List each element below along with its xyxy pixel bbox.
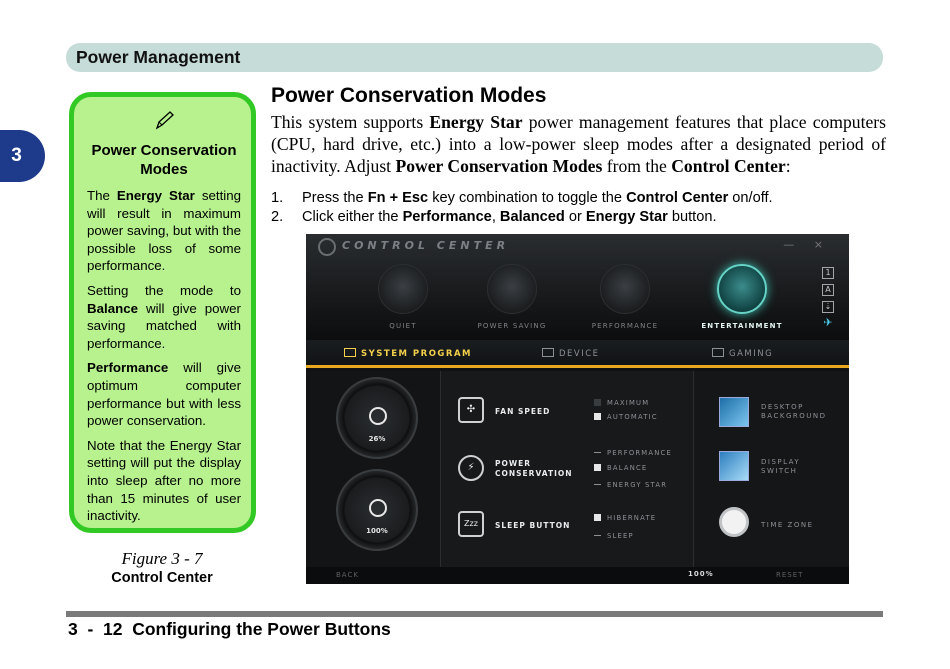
tab-system-program[interactable]: SYSTEM PROGRAM [344, 348, 472, 359]
desktop-background-icon[interactable] [719, 397, 749, 427]
power-conservation-label: POWER CONSERVATION [495, 459, 573, 478]
display-switch-icon[interactable] [719, 451, 749, 481]
control-center-screenshot [306, 234, 849, 584]
speedometer-icon [600, 264, 650, 314]
plug-icon [542, 348, 554, 357]
figure-title: Control Center [111, 570, 213, 586]
note-paragraph-energy-star: The Energy Star setting will result in maximum power saving, but with the possible loss of some performance. [87, 188, 242, 274]
pencil-icon [151, 109, 177, 133]
chapter-number: 3 [11, 145, 22, 166]
step-item: 2. Click either the Performance, Balanced or Energy Star button. [271, 209, 717, 225]
brightness-icon [369, 407, 387, 425]
power-icon[interactable]: ⚡ [458, 455, 484, 481]
back-button[interactable]: BACK [336, 571, 359, 579]
note-paragraph-sleep: Note that the Energy Star setting will put the display into sleep after no more than 15 minutes of user inactivity. [87, 437, 241, 524]
control-center-title: CONTROL CENTER [342, 239, 510, 252]
volume-gauge[interactable]: 100% [336, 469, 418, 551]
page-title: Power Conservation Modes [271, 84, 547, 107]
scroll-lock-icon[interactable]: ⇣ [822, 301, 834, 313]
desktop-background-label: DESKTOP BACKGROUND [761, 403, 827, 420]
airplane-icon[interactable]: ✈ [823, 316, 833, 329]
chapter-tab [0, 130, 45, 182]
note-paragraph-balance: Setting the mode to Balance will give power saving matched with performance. [87, 282, 241, 351]
window-buttons[interactable]: — × [783, 238, 831, 251]
control-center-footer [306, 567, 849, 584]
monitor-icon [344, 348, 356, 357]
fan-icon[interactable]: ✣ [458, 397, 484, 423]
side-icons [822, 267, 835, 335]
note-box [69, 92, 256, 533]
fan-option-maximum[interactable]: MAXIMUM [594, 399, 649, 407]
mode-entertainment-button[interactable]: ENTERTAINMENT [697, 264, 787, 330]
number-lock-icon[interactable]: 1 [822, 267, 834, 279]
settings-panel [442, 371, 694, 567]
fan-icon [487, 264, 537, 314]
step-item: 1. Press the Fn + Esc key combination to toggle the Control Center on/off. [271, 190, 773, 206]
note-paragraph-performance: Performance will give optimum computer performance but with less power conservation. [87, 360, 241, 429]
volume-icon [369, 499, 387, 517]
sleep-button-label: SLEEP BUTTON [495, 521, 571, 530]
display-switch-label: DISPLAY SWITCH [761, 458, 801, 475]
control-center-logo-icon [318, 238, 336, 256]
figure-number: Figure 3 - 7 [121, 549, 203, 568]
gauges-panel [306, 371, 441, 567]
tab-bar [306, 340, 849, 368]
power-option-performance[interactable]: PERFORMANCE [594, 449, 672, 457]
fan-speed-label: FAN SPEED [495, 407, 551, 416]
display-panel [695, 371, 849, 567]
mode-bar [306, 234, 849, 340]
mode-performance-button[interactable]: PERFORMANCE [580, 264, 670, 330]
reset-button[interactable]: RESET [776, 571, 804, 579]
intro-paragraph: This system supports Energy Star power management features that place computers (CPU, hard drive, etc.) into a low-power sleep modes after a designated period of inactivity. Adjust Power Conservation Modes from the Control Center: [271, 112, 886, 176]
battery-status: 100% [688, 570, 714, 578]
fan-option-automatic[interactable]: AUTOMATIC [594, 413, 658, 421]
sleep-option-sleep[interactable]: SLEEP [594, 532, 634, 540]
tab-device[interactable]: DEVICE [542, 348, 600, 359]
system-program-panel [306, 371, 849, 567]
caps-lock-icon[interactable]: A [822, 284, 834, 296]
footer-rule [66, 611, 883, 617]
note-title: Power Conservation Modes [91, 142, 237, 178]
power-option-energy-star[interactable]: ENERGY STAR [594, 481, 667, 489]
mode-power-saving-button[interactable]: POWER SAVING [467, 264, 557, 330]
crosshair-icon [717, 264, 767, 314]
figure-caption [70, 549, 254, 588]
section-header: Power Management [66, 43, 883, 72]
sleep-option-hibernate[interactable]: HIBERNATE [594, 514, 656, 522]
gamepad-icon [712, 348, 724, 357]
page-footer: 3 - 12 Configuring the Power Buttons [68, 619, 391, 639]
clock-icon[interactable] [719, 507, 749, 537]
sleep-icon[interactable]: Zzz [458, 511, 484, 537]
speaker-icon [378, 264, 428, 314]
time-zone-label: TIME ZONE [761, 521, 814, 529]
steps-list [271, 189, 891, 227]
mode-quiet-button[interactable]: QUIET [358, 264, 448, 330]
brightness-gauge[interactable]: 26% [336, 377, 418, 459]
tab-gaming[interactable]: GAMING [712, 348, 773, 359]
power-option-balance[interactable]: BALANCE [594, 464, 647, 472]
